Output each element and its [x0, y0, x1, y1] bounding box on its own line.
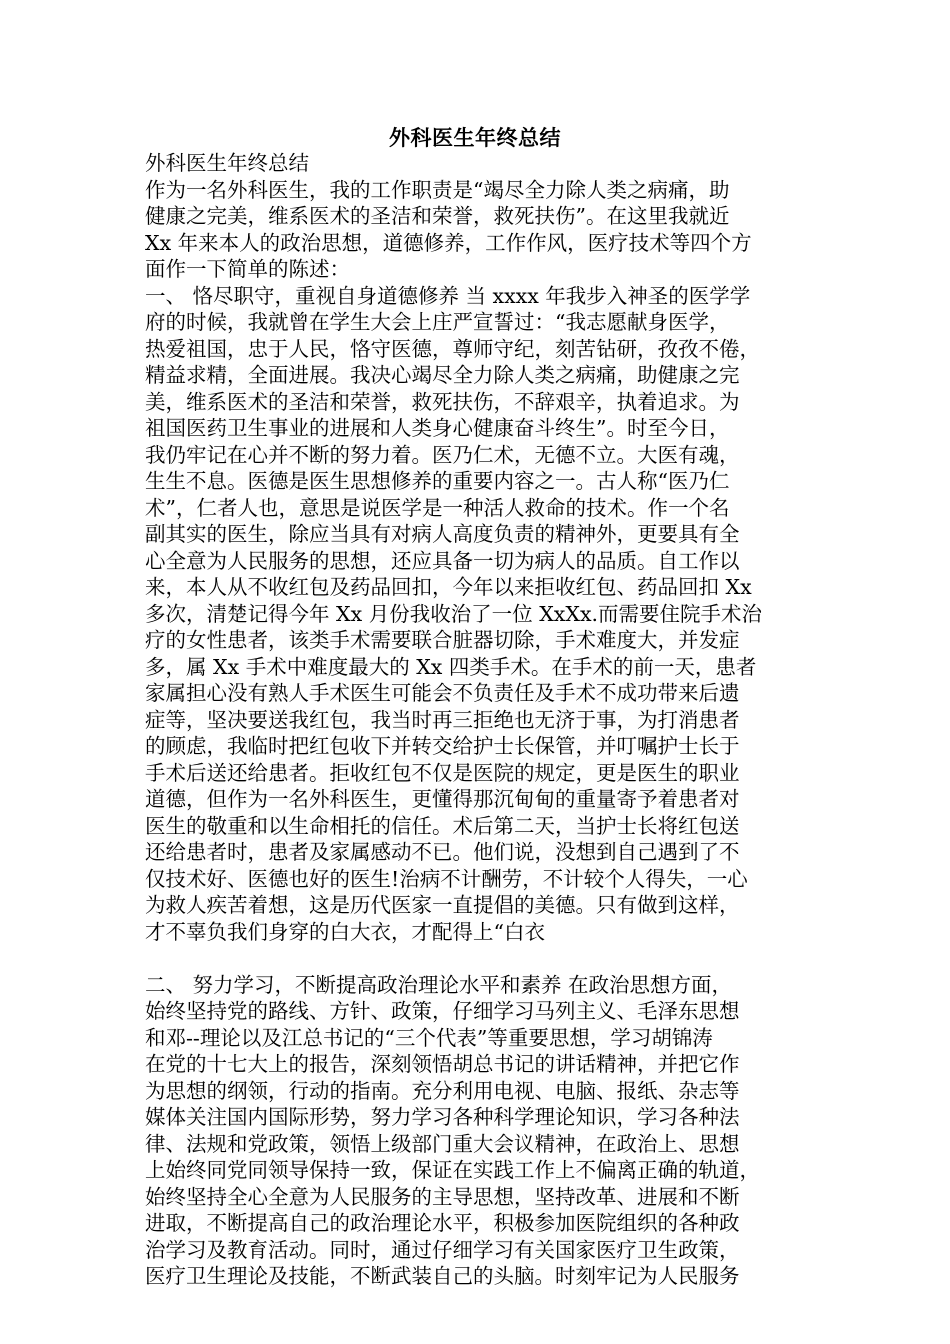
text-line: 多次，清楚记得今年 Xx 月份我收治了一位 XxXx.而需要住院手术治 [145, 601, 763, 626]
text-line: 我仍牢记在心并不断的努力着。医乃仁术，无德不立。大医有魂， [145, 442, 740, 467]
text-line: 作为一名外科医生，我的工作职责是“竭尽全力除人类之病痛，助 [145, 177, 730, 202]
text-line: 才不辜负我们身穿的白大衣，才配得上“白衣 [145, 919, 545, 944]
text-line: 症等，坚决要送我红包，我当时再三拒绝也无济于事，为打消患者 [145, 707, 740, 732]
text-line: 道德，但作为一名外科医生，更懂得那沉甸甸的重量寄予着患者对 [145, 787, 740, 811]
text-line: 治学习及教育活动。同时，通过仔细学习有关国家医疗卫生政策， [145, 1237, 740, 1262]
text-line: 二、 努力学习，不断提高政治理论水平和素养 在政治思想方面， [145, 972, 733, 997]
text-line: 副其实的医生，除应当具有对病人高度负责的精神外，更要具有全 [145, 522, 740, 546]
text-line: 仅技术好、医德也好的医生!治病不计酬劳，不计较个人得失，一心 [145, 866, 748, 891]
text-line: 始终坚持全心全意为人民服务的主导思想，坚持改革、进展和不断 [145, 1184, 740, 1209]
text-line: 家属担心没有熟人手术医生可能会不负责任及手术不成功带来后遗 [145, 681, 740, 705]
text-line: Xx 年来本人的政治思想，道德修养，工作作风，医疗技术等四个方 [145, 230, 752, 255]
text-line: 多，属 Xx 手术中难度最大的 Xx 四类手术。在手术的前一天，患者 [145, 654, 757, 679]
document-body [145, 150, 825, 1290]
text-line: 进取，不断提高自己的政治理论水平，积极参加医院组织的各种政 [145, 1211, 740, 1235]
text-line: 上始终同党同领导保持一致，保证在实践工作上不偏离正确的轨道， [145, 1158, 760, 1182]
text-line: 心全意为人民服务的思想，还应具备一切为病人的品质。自工作以 [145, 548, 740, 573]
text-line: 律、法规和党政策，领悟上级部门重大会议精神，在政治上、思想 [145, 1131, 740, 1156]
text-line: 外科医生年终总结 [145, 151, 309, 175]
text-line: 术”，仁者人也，意思是说医学是一种活人救命的技术。作一个名 [145, 495, 730, 520]
text-line: 为思想的纲领，行动的指南。充分利用电视、电脑、报纸、杂志等 [145, 1078, 740, 1103]
section-one [145, 150, 825, 945]
text-line: 生生不息。医德是医生思想修养的重要内容之一。古人称“医乃仁 [145, 469, 730, 493]
text-line: 府的时候，我就曾在学生大会上庄严宣誓过：“我志愿献身医学， [145, 310, 730, 334]
text-line: 的顾虑，我临时把红包收下并转交给护士长保管，并叮嘱护士长于 [145, 734, 740, 758]
text-line: 祖国医药卫生事业的进展和人类身心健康奋斗终生”。时至今日， [145, 416, 730, 440]
text-line: 来，本人从不收红包及药品回扣，今年以来拒收红包、药品回扣 Xx [145, 575, 752, 599]
text-line: 美，维系医术的圣洁和荣誉，救死扶伤，不辞艰辛，执着追求。为 [145, 389, 740, 414]
paragraph-gap [145, 945, 825, 972]
text-line: 医疗卫生理论及技能，不断武装自己的头脑。时刻牢记为人民服务 [145, 1264, 740, 1288]
text-line: 和邓--理论以及江总书记的“三个代表”等重要思想，学习胡锦涛 [145, 1025, 713, 1050]
text-line: 始终坚持党的路线、方针、政策，仔细学习马列主义、毛泽东思想 [145, 999, 740, 1023]
text-line: 一、 恪尽职守，重视自身道德修养 当 xxxx 年我步入神圣的医学学 [145, 283, 751, 308]
text-line: 面作一下简单的陈述： [145, 257, 350, 281]
text-line: 为救人疾苦着想，这是历代医家一直提倡的美德。只有做到这样， [145, 893, 740, 917]
text-line: 手术后送还给患者。拒收红包不仅是医院的规定，更是医生的职业 [145, 760, 740, 785]
text-line: 媒体关注国内国际形势，努力学习各种科学理论知识，学习各种法 [145, 1105, 740, 1129]
text-line: 在党的十七大上的报告，深刻领悟胡总书记的讲话精神，并把它作 [145, 1052, 740, 1076]
text-line: 还给患者时，患者及家属感动不已。他们说，没想到自己遇到了不 [145, 840, 740, 864]
text-line: 精益求精，全面进展。我决心竭尽全力除人类之病痛，助健康之完 [145, 363, 740, 387]
text-line: 疗的女性患者，该类手术需要联合脏器切除，手术难度大，并发症 [145, 628, 740, 652]
section-two [145, 972, 825, 1290]
text-line: 医生的敬重和以生命相托的信任。术后第二天，当护士长将红包送 [145, 813, 740, 838]
document-title: 外科医生年终总结 [389, 126, 561, 150]
text-line: 热爱祖国，忠于人民，恪守医德，尊师守纪，刻苦钻研，孜孜不倦， [145, 336, 760, 361]
text-line: 健康之完美，维系医术的圣洁和荣誉，救死扶伤”。在这里我就近 [145, 204, 730, 228]
